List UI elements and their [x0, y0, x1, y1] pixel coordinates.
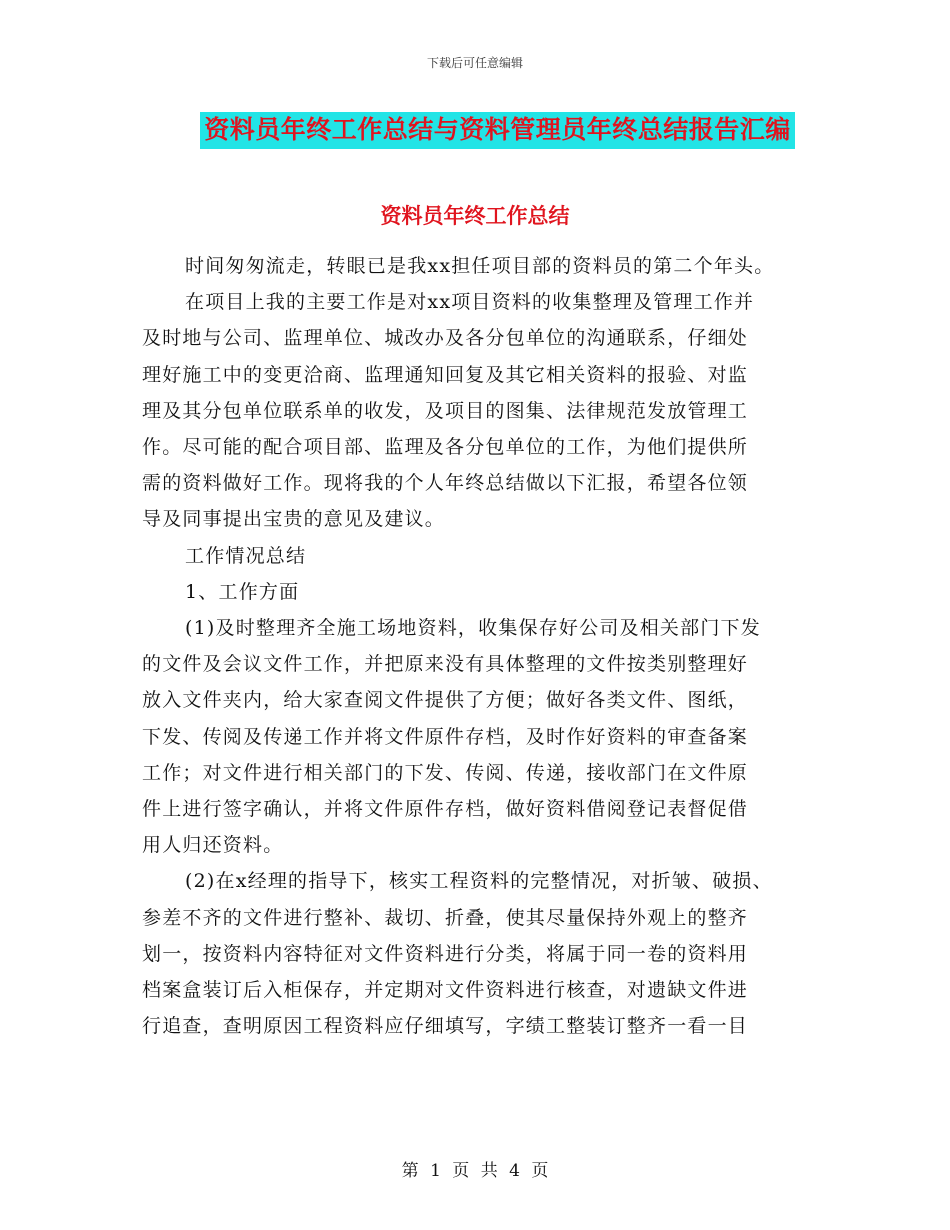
body-line: 需的资料做好工作。现将我的个人年终总结做以下汇报，希望各位领 [142, 472, 749, 495]
body-line: 的文件及会议文件工作，并把原来没有具体整理的文件按类别整理好 [142, 653, 749, 676]
body-heading: 工作情况总结 [185, 544, 307, 567]
body-line: 下发、传阅及传递工作并将文件原件存档，及时作好资料的审查备案 [142, 725, 749, 748]
body-line: (1)及时整理齐全施工场地资料，收集保存好公司及相关部门下发 [185, 617, 761, 640]
body-line: 行追查，查明原因工程资料应仔细填写，字绩工整装订整齐一看一目 [142, 1015, 749, 1038]
body-line: 理好施工中的变更洽商、监理通知回复及其它相关资料的报验、对监 [142, 363, 749, 386]
body-line: 及时地与公司、监理单位、城改办及各分包单位的沟通联系，仔细处 [142, 327, 749, 350]
body-line: 放入文件夹内，给大家查阅文件提供了方便；做好各类文件、图纸， [142, 689, 749, 712]
body-line: (2)在x经理的指导下，核实工程资料的完整情况，对折皱、破损、 [185, 870, 773, 893]
page-footer: 第 1 页 共 4 页 [401, 1161, 549, 1181]
body-line: 时间匆匆流走，转眼已是我xx担任项目部的资料员的第二个年头。 [185, 255, 775, 277]
body-line: 工作；对文件进行相关部门的下发、传阅、传递，接收部门在文件原 [142, 761, 749, 784]
main-title: 资料员年终工作总结与资料管理员年终总结报告汇编 [200, 112, 795, 149]
body-line: 件上进行签字确认，并将文件原件存档，做好资料借阅登记表督促借 [142, 798, 749, 821]
body-heading: 1、工作方面 [185, 580, 300, 603]
body-line: 在项目上我的主要工作是对xx项目资料的收集整理及管理工作并 [185, 291, 755, 314]
main-title-container [0, 112, 950, 149]
body-line: 划一，按资料内容特征对文件资料进行分类，将属于同一卷的资料用 [142, 942, 749, 965]
body-line: 用人归还资料。 [142, 834, 284, 857]
document-body [142, 248, 822, 1044]
body-line: 档案盒装订后入柜保存，并定期对文件资料进行核查，对遗缺文件进 [142, 979, 749, 1002]
body-line: 参差不齐的文件进行整补、裁切、折叠，使其尽量保持外观上的整齐 [142, 906, 749, 929]
section-title: 资料员年终工作总结 [380, 203, 570, 228]
header-note: 下载后可任意编辑 [426, 56, 523, 70]
body-line: 导及同事提出宝贵的意见及建议。 [142, 508, 446, 531]
body-line: 作。尽可能的配合项目部、监理及各分包单位的工作，为他们提供所 [142, 436, 749, 459]
body-line: 理及其分包单位联系单的收发，及项目的图集、法律规范发放管理工 [142, 399, 749, 422]
